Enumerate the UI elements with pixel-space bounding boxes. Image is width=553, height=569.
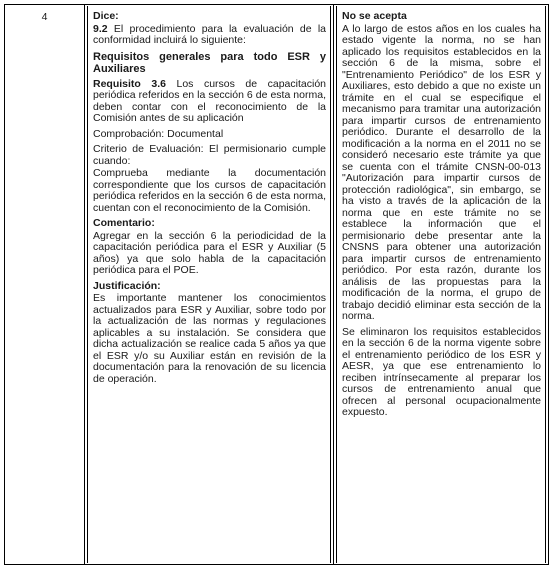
dice-comentario-text: Agregar en la sección 6 la periodicidad de la capacitación periódica para el ESR y Auxiliar (5 años) ya que solo habla de la capacitación periódica para el POE. [93, 229, 326, 276]
respuesta-inner-frame [336, 6, 546, 563]
dice-comprobacion: Comprobación: Documental [93, 127, 224, 140]
dice-intro-text: El procedimiento para la evaluación de la conformidad incluirá lo siguiente: [93, 22, 326, 46]
dice-requirement [93, 79, 326, 125]
dice-justificacion-label: Justificación: [93, 279, 161, 292]
respuesta-paragraph-1: A lo largo de estos años en los cuales ha estado vigente la norma, no se han aplicado los requisitos establecidos en la sección 6 de la misma, sobre el "Entrenamiento Periódico" de los ESR y Auxiliares, esto debido a que no existe un trámite en el cual se especifique el mecanismo para tramitar una autorización para impartir cursos de entrenamiento periódico. Durante el desarrollo de la modificación a la norma en el 2011 no se consideró necesario este trámite ya que se cuenta con el trámite CNSN-00-013 "Autorización para impartir cursos de protección radiológica", sin embargo, se ha visto a través de la aplicación de la norma que en este trámite no se establece la información que el permisionario debe presentar ante la CNSNS para obtener una autorización para impartir cursos de entrenamiento periódico. Por esta razón, durante los análisis de las propuestas para la modificación de la norma, el grupo de trabajo decidió eliminar esta sección de la norma. [342, 22, 541, 322]
dice-requirement-label: Requisito 3.6 [93, 77, 166, 90]
dice-subheading: Requisitos generales para todo ESR y Auxiliares [93, 50, 326, 75]
row-number: 4 [41, 11, 48, 23]
dice-cell [85, 5, 334, 564]
dice-requirement-text: Los cursos de capacitación periódica referidos en la sección 6 de esta norma, deben contar con el reconocimiento de la Comisión antes de su aplicación [93, 77, 326, 124]
dice-comentario-label: Comentario: [93, 217, 155, 229]
respuesta-paragraph-2: Se eliminaron los requisitos establecidos en la sección 6 de la norma vigente sobre el entrenamiento periódico de los ESR y AESR, ya que ese entrenamiento lo reciben intrínsecamente al preparar los cursos de entrenamiento anual que ofrecen al personal ocupacionalmente expuesto. [342, 325, 541, 418]
dice-intro [93, 24, 326, 47]
respuesta-content [342, 11, 541, 423]
respuesta-cell [334, 5, 548, 564]
dice-header: Dice: [93, 10, 119, 22]
dice-intro-number: 9.2 [93, 22, 108, 35]
respuesta-header: No se acepta [342, 10, 407, 22]
row-number-cell [5, 5, 85, 564]
dice-justificacion-text: Es importante mantener los conocimientos actualizados para ESR y Auxiliar, sobre todo por la actualización de las normas y regulaciones aplicables a su instalación. Se considera que dicha actualización se realice cada 5 años ya que el ESR y/o su Auxiliar están en revisión de la documentación para la renovación de su licencia de operación. [93, 292, 326, 385]
dice-criterio-text: Comprueba mediante la documentación correspondiente que los cursos de capacitación periódica referidos en la sección 6 de esta norma, cuentan con el reconocimiento de la Comisión. [93, 167, 326, 214]
comment-table [4, 4, 549, 565]
dice-inner-frame [87, 6, 331, 563]
dice-content [93, 11, 326, 389]
dice-criterio: Criterio de Evaluación: El permisionario cumple cuando: [93, 143, 326, 167]
